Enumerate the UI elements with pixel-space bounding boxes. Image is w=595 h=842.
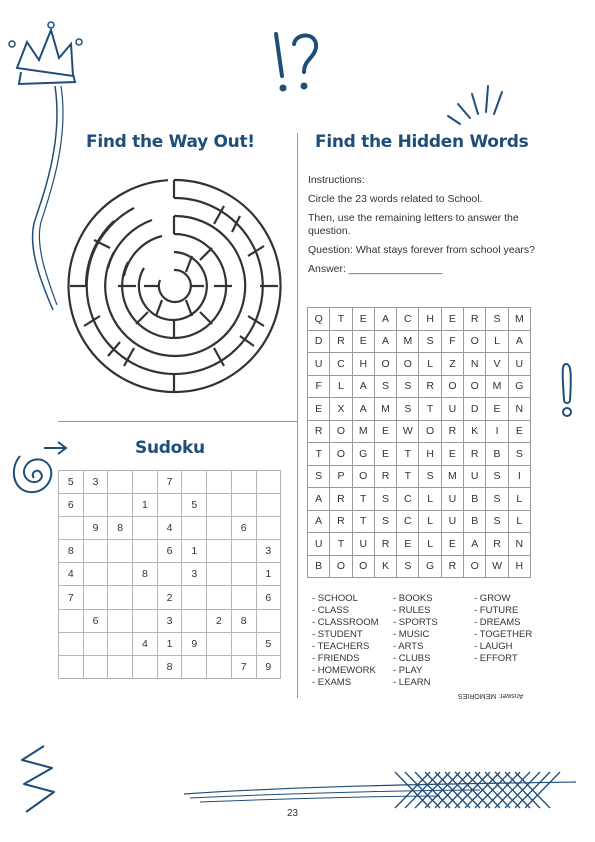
word-search-cell[interactable]: W xyxy=(486,555,508,578)
zigzag-doodle-icon xyxy=(14,742,64,817)
sudoku-cell[interactable] xyxy=(133,517,158,540)
word-search-cell[interactable]: S xyxy=(374,488,396,511)
sudoku-cell[interactable] xyxy=(256,517,281,540)
word-search-cell[interactable]: A xyxy=(308,488,330,511)
exclamation-doodle-icon xyxy=(556,360,580,420)
word-search-cell[interactable]: U xyxy=(352,533,374,556)
word-search-cell[interactable]: O xyxy=(330,443,352,466)
sudoku-cell[interactable] xyxy=(108,632,133,655)
sudoku-cell[interactable] xyxy=(108,494,133,517)
word-search-cell[interactable]: S xyxy=(486,488,508,511)
sudoku-cell[interactable] xyxy=(231,586,256,609)
sudoku-cell[interactable]: 7 xyxy=(59,586,84,609)
sudoku-cell[interactable]: 4 xyxy=(157,517,182,540)
maze-title: Find the Way Out! xyxy=(86,132,255,152)
word-search-cell[interactable]: R xyxy=(464,443,486,466)
sudoku-cell[interactable]: 5 xyxy=(59,471,84,494)
word-search-cell[interactable]: G xyxy=(508,375,530,398)
sudoku-row xyxy=(59,609,281,632)
sudoku-row xyxy=(59,494,281,517)
sudoku-cell[interactable]: 5 xyxy=(256,632,281,655)
word-search-cell[interactable]: U xyxy=(308,353,330,376)
word-search-cell[interactable]: R xyxy=(464,308,486,331)
word-search-cell[interactable]: L xyxy=(419,510,441,533)
word-search-row xyxy=(308,375,531,398)
word-search-cell[interactable]: Q xyxy=(308,308,330,331)
sudoku-cell[interactable] xyxy=(207,586,232,609)
word-list-item: - GROW xyxy=(474,593,511,604)
word-search-cell[interactable]: U xyxy=(441,510,463,533)
word-search-row xyxy=(308,465,531,488)
word-list-item: - DREAMS xyxy=(474,617,521,628)
word-search-cell[interactable]: E xyxy=(397,533,419,556)
sudoku-cell[interactable] xyxy=(59,517,84,540)
sudoku-cell[interactable]: 3 xyxy=(157,609,182,632)
upside-down-answer: Answer: MEMORIES xyxy=(458,692,524,699)
word-search-cell[interactable]: N xyxy=(508,533,530,556)
word-search-cell[interactable]: M xyxy=(508,308,530,331)
sudoku-cell[interactable]: 9 xyxy=(83,517,108,540)
word-search-cell[interactable]: R xyxy=(441,420,463,443)
word-search-cell[interactable]: W xyxy=(397,420,419,443)
word-search-cell[interactable]: M xyxy=(486,375,508,398)
word-search-cell[interactable]: N xyxy=(464,353,486,376)
sudoku-cell[interactable]: 1 xyxy=(256,563,281,586)
sudoku-cell[interactable] xyxy=(59,609,84,632)
sudoku-cell[interactable]: 9 xyxy=(256,655,281,678)
word-search-cell[interactable]: L xyxy=(508,488,530,511)
word-search-row xyxy=(308,330,531,353)
word-search-row xyxy=(308,420,531,443)
sudoku-cell[interactable] xyxy=(182,586,207,609)
word-search-cell[interactable]: L xyxy=(419,488,441,511)
column-divider xyxy=(297,133,298,698)
word-list-column-3 xyxy=(474,593,532,665)
instructions-heading: Instructions: xyxy=(308,174,365,186)
word-search-cell[interactable]: T xyxy=(397,443,419,466)
word-search-cell[interactable]: R xyxy=(374,533,396,556)
sudoku-cell[interactable]: 6 xyxy=(157,540,182,563)
sudoku-cell[interactable] xyxy=(108,471,133,494)
word-search-cell[interactable]: A xyxy=(352,375,374,398)
word-search-cell[interactable]: I xyxy=(486,420,508,443)
word-search-cell[interactable]: T xyxy=(397,465,419,488)
word-list-item: - EXAMS xyxy=(312,677,352,688)
word-search-cell[interactable]: V xyxy=(486,353,508,376)
word-search-cell[interactable]: A xyxy=(352,398,374,421)
word-search-cell[interactable]: Z xyxy=(441,353,463,376)
word-search-cell[interactable]: L xyxy=(508,510,530,533)
sudoku-row xyxy=(59,540,281,563)
sudoku-cell[interactable] xyxy=(207,494,232,517)
word-search-cell[interactable]: U xyxy=(464,465,486,488)
word-search-cell[interactable]: R xyxy=(374,465,396,488)
word-search-cell[interactable]: R xyxy=(330,330,352,353)
word-list-item: - TEACHERS xyxy=(312,641,370,652)
sudoku-cell[interactable]: 1 xyxy=(133,494,158,517)
word-search-cell[interactable]: U xyxy=(441,398,463,421)
word-search-cell[interactable]: S xyxy=(508,443,530,466)
word-search-cell[interactable]: S xyxy=(397,375,419,398)
sudoku-cell[interactable]: 6 xyxy=(59,494,84,517)
word-search-cell[interactable]: H xyxy=(419,308,441,331)
sudoku-cell[interactable] xyxy=(182,471,207,494)
word-search-cell[interactable]: R xyxy=(330,510,352,533)
word-search-cell[interactable]: I xyxy=(508,465,530,488)
word-search-cell[interactable]: R xyxy=(441,555,463,578)
sudoku-row xyxy=(59,655,281,678)
word-search-cell[interactable]: S xyxy=(397,555,419,578)
sudoku-cell[interactable] xyxy=(108,609,133,632)
word-search-cell[interactable]: S xyxy=(419,330,441,353)
sudoku-cell[interactable]: 8 xyxy=(59,540,84,563)
sudoku-cell[interactable] xyxy=(182,655,207,678)
sudoku-row xyxy=(59,517,281,540)
word-search-cell[interactable]: T xyxy=(330,533,352,556)
sudoku-row xyxy=(59,632,281,655)
word-search-grid xyxy=(307,307,531,578)
word-search-cell[interactable]: X xyxy=(330,398,352,421)
word-list-column-2 xyxy=(393,593,438,689)
sudoku-cell[interactable]: 7 xyxy=(231,655,256,678)
sudoku-cell[interactable] xyxy=(231,632,256,655)
word-search-cell[interactable]: N xyxy=(508,398,530,421)
sudoku-row xyxy=(59,471,281,494)
sudoku-cell[interactable]: 3 xyxy=(83,471,108,494)
word-list-item: - SCHOOL xyxy=(312,593,358,604)
word-search-cell[interactable]: A xyxy=(374,330,396,353)
sudoku-cell[interactable]: 5 xyxy=(182,494,207,517)
sudoku-row xyxy=(59,586,281,609)
word-search-cell[interactable]: T xyxy=(419,398,441,421)
section-divider xyxy=(58,421,297,422)
word-search-cell[interactable]: O xyxy=(464,375,486,398)
sudoku-cell[interactable] xyxy=(207,563,232,586)
word-search-cell[interactable]: G xyxy=(352,443,374,466)
sudoku-cell[interactable] xyxy=(59,632,84,655)
word-search-row xyxy=(308,308,531,331)
word-list-item: - LAUGH xyxy=(474,641,513,652)
word-search-cell[interactable]: O xyxy=(441,375,463,398)
word-search-cell[interactable]: P xyxy=(330,465,352,488)
word-search-cell[interactable]: M xyxy=(397,330,419,353)
word-search-cell[interactable]: H xyxy=(352,353,374,376)
word-list-item: - FUTURE xyxy=(474,605,519,616)
sudoku-cell[interactable] xyxy=(83,563,108,586)
word-list-item: - RULES xyxy=(393,605,431,616)
word-search-cell[interactable]: R xyxy=(486,533,508,556)
sudoku-cell[interactable] xyxy=(83,655,108,678)
word-search-cell[interactable]: A xyxy=(308,510,330,533)
sudoku-cell[interactable]: 4 xyxy=(59,563,84,586)
page-number: 23 xyxy=(287,808,299,819)
sudoku-cell[interactable] xyxy=(207,471,232,494)
sudoku-cell[interactable] xyxy=(182,517,207,540)
word-search-cell[interactable]: S xyxy=(486,465,508,488)
sudoku-cell[interactable] xyxy=(108,540,133,563)
word-search-cell[interactable]: M xyxy=(352,420,374,443)
sudoku-cell[interactable] xyxy=(108,586,133,609)
word-list-item: - STUDENT xyxy=(312,629,363,640)
word-search-cell[interactable]: A xyxy=(464,533,486,556)
sudoku-cell[interactable]: 1 xyxy=(182,540,207,563)
word-list-item: - EFFORT xyxy=(474,653,518,664)
sudoku-cell[interactable] xyxy=(231,563,256,586)
word-search-cell[interactable]: S xyxy=(374,510,396,533)
circular-maze xyxy=(64,176,284,396)
word-search-cell[interactable]: S xyxy=(397,398,419,421)
word-search-cell[interactable]: O xyxy=(330,420,352,443)
word-search-cell[interactable]: L xyxy=(419,353,441,376)
sudoku-cell[interactable] xyxy=(108,563,133,586)
word-search-cell[interactable]: F xyxy=(308,375,330,398)
word-search-cell[interactable]: M xyxy=(374,398,396,421)
word-search-cell[interactable]: S xyxy=(419,465,441,488)
sudoku-cell[interactable] xyxy=(207,540,232,563)
word-search-cell[interactable]: O xyxy=(374,353,396,376)
word-search-row xyxy=(308,398,531,421)
word-search-cell[interactable]: M xyxy=(441,465,463,488)
word-search-row xyxy=(308,443,531,466)
word-list-item: - ARTS xyxy=(393,641,424,652)
sudoku-cell[interactable] xyxy=(182,609,207,632)
word-search-cell[interactable]: O xyxy=(464,330,486,353)
word-search-cell[interactable]: E xyxy=(374,443,396,466)
sudoku-cell[interactable] xyxy=(133,655,158,678)
word-search-row xyxy=(308,510,531,533)
word-search-cell[interactable]: T xyxy=(308,443,330,466)
sudoku-cell[interactable] xyxy=(133,471,158,494)
sudoku-cell[interactable] xyxy=(157,563,182,586)
sudoku-cell[interactable] xyxy=(157,494,182,517)
sudoku-title: Sudoku xyxy=(135,438,205,458)
word-search-cell[interactable]: O xyxy=(352,465,374,488)
sudoku-cell[interactable] xyxy=(256,609,281,632)
word-search-row xyxy=(308,533,531,556)
word-search-cell[interactable]: R xyxy=(330,488,352,511)
sudoku-cell[interactable] xyxy=(133,540,158,563)
sudoku-cell[interactable]: 2 xyxy=(207,609,232,632)
word-list-column-1 xyxy=(312,593,379,689)
sudoku-cell[interactable] xyxy=(83,540,108,563)
word-search-cell[interactable]: E xyxy=(374,420,396,443)
word-search-cell[interactable]: F xyxy=(441,330,463,353)
word-search-cell[interactable]: C xyxy=(397,488,419,511)
word-search-cell[interactable]: T xyxy=(330,308,352,331)
sudoku-cell[interactable] xyxy=(231,471,256,494)
word-list-item: - PLAY xyxy=(393,665,423,676)
word-search-cell[interactable]: O xyxy=(330,555,352,578)
sudoku-cell[interactable] xyxy=(256,494,281,517)
word-search-cell[interactable]: A xyxy=(508,330,530,353)
sudoku-row xyxy=(59,563,281,586)
word-search-cell[interactable]: K xyxy=(374,555,396,578)
exclamation-question-doodle-icon xyxy=(266,28,326,98)
sudoku-cell[interactable] xyxy=(83,632,108,655)
word-search-row xyxy=(308,488,531,511)
sudoku-cell[interactable]: 3 xyxy=(182,563,207,586)
word-search-cell[interactable]: R xyxy=(308,420,330,443)
sudoku-cell[interactable]: 6 xyxy=(231,517,256,540)
sudoku-cell[interactable] xyxy=(231,494,256,517)
sudoku-cell[interactable]: 6 xyxy=(256,586,281,609)
word-search-cell[interactable]: E xyxy=(508,420,530,443)
sudoku-cell[interactable]: 3 xyxy=(256,540,281,563)
sudoku-cell[interactable] xyxy=(59,655,84,678)
word-search-cell[interactable]: C xyxy=(397,510,419,533)
word-list-item: - LEARN xyxy=(393,677,431,688)
word-search-cell[interactable]: S xyxy=(486,308,508,331)
sudoku-cell[interactable]: 7 xyxy=(157,471,182,494)
sudoku-cell[interactable]: 9 xyxy=(182,632,207,655)
word-search-cell[interactable]: B xyxy=(464,488,486,511)
word-list-item: - FRIENDS xyxy=(312,653,360,664)
word-list-item: - MUSIC xyxy=(393,629,430,640)
word-search-cell[interactable]: K xyxy=(464,420,486,443)
word-search-cell[interactable]: D xyxy=(464,398,486,421)
word-search-cell[interactable]: H xyxy=(508,555,530,578)
instructions-line: Then, use the remaining letters to answer the question. xyxy=(308,212,519,237)
word-search-cell[interactable]: E xyxy=(352,308,374,331)
word-search-cell[interactable]: S xyxy=(308,465,330,488)
word-search-cell[interactable]: E xyxy=(441,533,463,556)
sudoku-cell[interactable]: 8 xyxy=(231,609,256,632)
sudoku-cell[interactable]: 6 xyxy=(83,609,108,632)
footer-swoosh-doodle-icon xyxy=(180,768,580,814)
sudoku-cell[interactable] xyxy=(207,655,232,678)
word-search-cell[interactable]: E xyxy=(486,398,508,421)
word-search-row xyxy=(308,555,531,578)
word-search-cell[interactable]: C xyxy=(330,353,352,376)
instructions-line: Circle the 23 words related to School. xyxy=(308,193,483,205)
word-search-cell[interactable]: D xyxy=(308,330,330,353)
word-search-cell[interactable]: O xyxy=(397,353,419,376)
answer-line: Answer: ________________ xyxy=(308,263,443,275)
burst-lines-doodle-icon xyxy=(440,72,510,127)
sudoku-cell[interactable]: 8 xyxy=(133,563,158,586)
sudoku-cell[interactable]: 8 xyxy=(157,655,182,678)
word-search-cell[interactable]: U xyxy=(308,533,330,556)
word-search-cell[interactable]: E xyxy=(308,398,330,421)
word-search-cell[interactable]: B xyxy=(308,555,330,578)
word-search-cell[interactable]: S xyxy=(374,375,396,398)
word-search-cell[interactable]: L xyxy=(486,330,508,353)
word-search-cell[interactable]: G xyxy=(419,555,441,578)
word-search-cell[interactable]: S xyxy=(486,510,508,533)
sudoku-cell[interactable]: 2 xyxy=(157,586,182,609)
word-search-cell[interactable]: B xyxy=(464,510,486,533)
word-search-cell[interactable]: U xyxy=(508,353,530,376)
word-search-cell[interactable]: B xyxy=(486,443,508,466)
sudoku-cell[interactable]: 4 xyxy=(133,632,158,655)
word-list-item: - CLASSROOM xyxy=(312,617,379,628)
sudoku-cell[interactable] xyxy=(256,471,281,494)
hidden-words-title: Find the Hidden Words xyxy=(315,132,529,152)
word-search-cell[interactable]: L xyxy=(419,533,441,556)
word-list-item: - HOMEWORK xyxy=(312,665,376,676)
sudoku-cell[interactable] xyxy=(207,517,232,540)
sudoku-grid xyxy=(58,470,281,679)
sudoku-cell[interactable] xyxy=(231,540,256,563)
sudoku-cell[interactable] xyxy=(108,655,133,678)
word-list-item: - SPORTS xyxy=(393,617,438,628)
word-search-cell[interactable]: E xyxy=(352,330,374,353)
instructions-block xyxy=(308,174,538,282)
word-search-cell[interactable]: O xyxy=(419,420,441,443)
sudoku-cell[interactable] xyxy=(83,494,108,517)
word-search-cell[interactable]: E xyxy=(441,443,463,466)
sudoku-cell[interactable] xyxy=(83,586,108,609)
word-search-cell[interactable]: O xyxy=(464,555,486,578)
word-search-cell[interactable]: H xyxy=(419,443,441,466)
word-list-item: - TOGETHER xyxy=(474,629,533,640)
sudoku-cell[interactable]: 1 xyxy=(157,632,182,655)
sudoku-cell[interactable] xyxy=(133,609,158,632)
word-search-cell[interactable]: A xyxy=(374,308,396,331)
word-search-cell[interactable]: E xyxy=(441,308,463,331)
word-search-cell[interactable]: T xyxy=(352,488,374,511)
word-search-cell[interactable]: R xyxy=(419,375,441,398)
word-list-item: - CLUBS xyxy=(393,653,431,664)
sudoku-cell[interactable] xyxy=(133,586,158,609)
word-search-cell[interactable]: O xyxy=(352,555,374,578)
word-search-cell[interactable]: T xyxy=(352,510,374,533)
word-search-cell[interactable]: C xyxy=(397,308,419,331)
word-search-row xyxy=(308,353,531,376)
word-list-item: - CLASS xyxy=(312,605,349,616)
word-search-cell[interactable]: L xyxy=(330,375,352,398)
sudoku-cell[interactable] xyxy=(207,632,232,655)
word-search-cell[interactable]: U xyxy=(441,488,463,511)
word-list-item: - BOOKS xyxy=(393,593,433,604)
question-line: Question: What stays forever from school years? xyxy=(308,244,536,256)
sudoku-cell[interactable]: 8 xyxy=(108,517,133,540)
